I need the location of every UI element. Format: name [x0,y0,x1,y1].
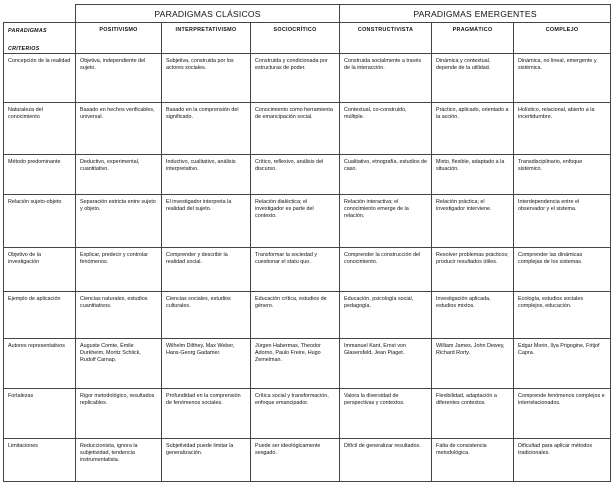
table-cell: Jürgen Habermas, Theodor Adorno, Paulo Freire, Hugo Zemelman. [251,339,340,389]
table-cell: Relación dialéctica; el investigador es parte del contexto. [251,195,340,248]
table-cell: Práctico, aplicado, orientado a la acción. [432,103,514,155]
table-row [4,103,611,155]
table-cell: Comprende fenómenos complejos e interrelacionados. [514,389,611,439]
table-row [4,339,611,389]
table-row [4,155,611,195]
table-cell: Separación estricta entre sujeto y objeto. [76,195,162,248]
table-cell: Investigación aplicada, estudios mixtos. [432,292,514,339]
table-cell: Reduccionista, ignora la subjetividad, tendencia instrumentalista. [76,439,162,482]
corner-label-criterios: CRITERIOS [8,46,40,52]
table-cell: William James, John Dewey, Richard Rorty. [432,339,514,389]
table-cell: El investigador interpreta la realidad del sujeto. [162,195,251,248]
table-cell: Dificultad para aplicar métodos tradicionales. [514,439,611,482]
row-label: Ejemplo de aplicación [4,292,76,339]
table-cell: Crítico, reflexivo, análisis del discurso. [251,155,340,195]
table-cell: Basado en la comprensión del significado. [162,103,251,155]
table-cell: Dinámica, no lineal, emergente y sistémica. [514,54,611,103]
table-cell: Inductivo, cualitativo, análisis interpretativo. [162,155,251,195]
corner-label-paradigmas: PARADIGMAS [8,28,47,34]
table-cell: Crítica social y transformación, enfoque emancipador. [251,389,340,439]
table-row [4,54,611,103]
group-header-classic: PARADIGMAS CLÁSICOS [76,5,340,23]
row-label: Método predominante [4,155,76,195]
table-cell: Interdependencia entre el observador y el sistema. [514,195,611,248]
table-cell: Wilhelm Dilthey, Max Weber, Hans-Georg Gadamer. [162,339,251,389]
table-cell: Ecología, estudios sociales complejos, educación. [514,292,611,339]
blank-header-cell [4,5,76,23]
corner-header-cell [4,23,76,54]
table-cell: Edgar Morin, Ilya Prigogine, Fritjof Capra. [514,339,611,389]
table-cell: Construida socialmente a través de la interacción. [340,54,432,103]
table-cell: Construida y condicionada por estructuras de poder. [251,54,340,103]
table-cell: Puede ser ideológicamente sesgado. [251,439,340,482]
table-cell: Comprender las dinámicas complejas de los sistemas. [514,248,611,292]
row-label: Autores representativos [4,339,76,389]
table-cell: Difícil de generalizar resultados. [340,439,432,482]
table-cell: Explicar, predecir y controlar fenómenos. [76,248,162,292]
table-cell: Falta de consistencia metodológica. [432,439,514,482]
table-cell: Resolver problemas prácticos; producir resultados útiles. [432,248,514,292]
table-cell: Ciencias sociales, estudios culturales. [162,292,251,339]
table-cell: Contextual, co-construido, múltiple. [340,103,432,155]
table-cell: Subjetiva, construida por los actores sociales. [162,54,251,103]
row-label: Limitaciones [4,439,76,482]
column-header-interpretativismo: INTERPRETATIVISMO [162,23,251,54]
paradigms-comparison-table [3,4,611,482]
table-cell: Auguste Comte, Émile Durkheim, Moritz Schlick, Rudolf Carnap. [76,339,162,389]
column-header-sociocritico: SOCIOCRÍTICO [251,23,340,54]
row-label: Fortalezas [4,389,76,439]
table-cell: Transformar la sociedad y cuestionar el statu quo. [251,248,340,292]
table-row [4,195,611,248]
column-header-pragmatico: PRAGMÁTICO [432,23,514,54]
column-header-complejo: COMPLEJO [514,23,611,54]
table-cell: Cualitativo, etnografía, estudios de caso. [340,155,432,195]
group-header-emergent: PARADIGMAS EMERGENTES [340,5,611,23]
table-row [4,439,611,482]
table-cell: Rigor metodológico, resultados replicables. [76,389,162,439]
row-label: Naturaleza del conocimiento [4,103,76,155]
table-cell: Flexibilidad, adaptación a diferentes contextos. [432,389,514,439]
table-cell: Holístico, relacional, abierto a la incertidumbre. [514,103,611,155]
table-cell: Valora la diversidad de perspectivas y contextos. [340,389,432,439]
table-cell: Comprender la construcción del conocimiento. [340,248,432,292]
table-cell: Conocimiento como herramienta de emancipación social. [251,103,340,155]
table-cell: Comprender y describir la realidad social. [162,248,251,292]
table-cell: Immanuel Kant, Ernst von Glasersfeld, Jean Piaget. [340,339,432,389]
table-cell: Objetiva, independiente del sujeto. [76,54,162,103]
row-label: Objetivo de la investigación [4,248,76,292]
table-cell: Relación interactiva; el conocimiento emerge de la relación. [340,195,432,248]
row-label: Concepción de la realidad [4,54,76,103]
table-cell: Educación crítica, estudios de género. [251,292,340,339]
table-row [4,292,611,339]
column-header-positivismo: POSITIVISMO [76,23,162,54]
table-cell: Ciencias naturales, estudios cuantitativos. [76,292,162,339]
column-header-constructivista: CONSTRUCTIVISTA [340,23,432,54]
table-cell: Relación práctica; el investigador interviene. [432,195,514,248]
table-cell: Educación, psicología social, pedagogía. [340,292,432,339]
table-cell: Subjetividad puede limitar la generalización. [162,439,251,482]
table-row [4,248,611,292]
table-row [4,389,611,439]
table-cell: Basado en hechos verificables, universal. [76,103,162,155]
table-cell: Profundidad en la comprensión de fenómenos sociales. [162,389,251,439]
table-cell: Mixto, flexible, adaptado a la situación. [432,155,514,195]
table-cell: Dinámica y contextual, depende de la utilidad. [432,54,514,103]
table-cell: Deductivo, experimental, cuantitativo. [76,155,162,195]
row-label: Relación sujeto-objeto [4,195,76,248]
table-cell: Transdisciplinario, enfoque sistémico. [514,155,611,195]
